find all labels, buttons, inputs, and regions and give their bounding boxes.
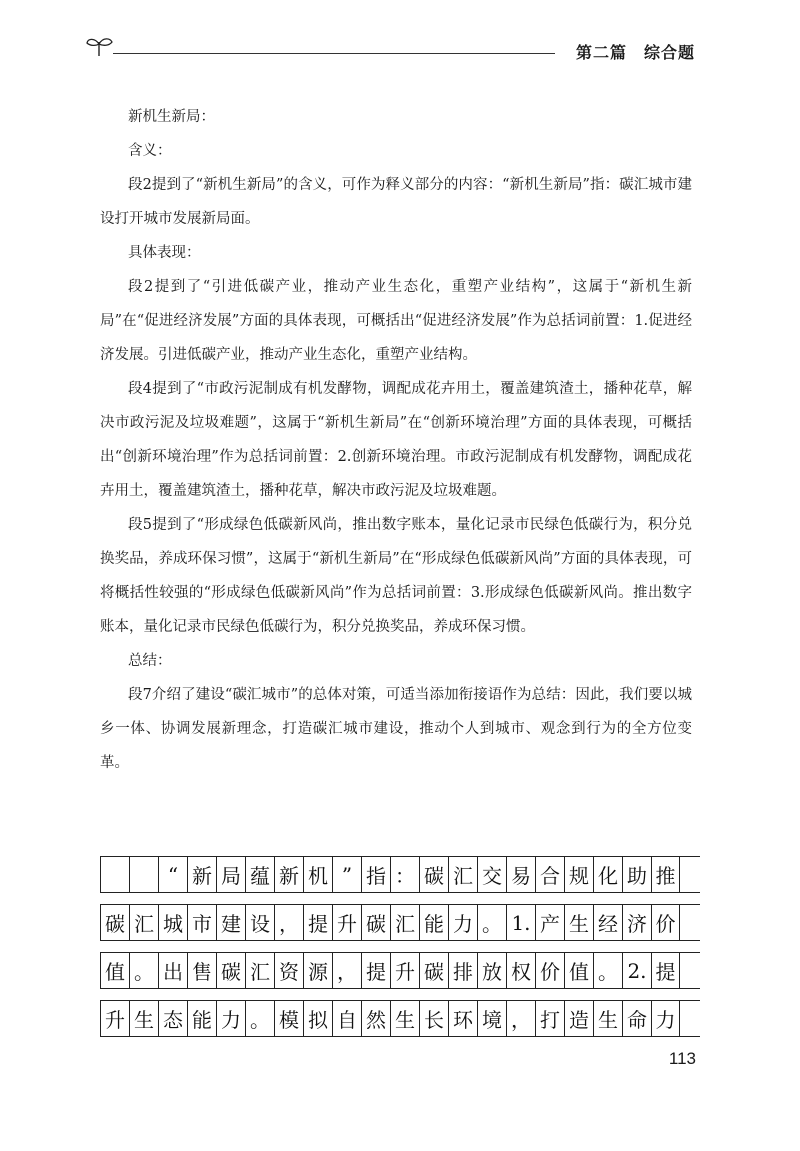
grid-cell: 碳 bbox=[100, 905, 129, 940]
grid-cell: 化 bbox=[593, 857, 622, 892]
grid-cell: ， bbox=[506, 1001, 535, 1036]
grid-cell: 能 bbox=[187, 1001, 216, 1036]
grid-cell: 出 bbox=[158, 953, 187, 988]
grid-cell: 命 bbox=[622, 1001, 651, 1036]
grid-cell: 蕴 bbox=[245, 857, 274, 892]
grid-cell: 力 bbox=[448, 905, 477, 940]
paragraph: 总结： bbox=[128, 653, 172, 669]
paragraph: 段2提到了“新机生新局”的含义，可作为释义部分的内容：“新机生新局”指：碳汇城市建设打开城市发展新局面。 bbox=[100, 177, 692, 227]
grid-cell: 济 bbox=[622, 905, 651, 940]
grid-cell: 售 bbox=[187, 953, 216, 988]
grid-cell: 升 bbox=[332, 905, 361, 940]
grid-cell: 长 bbox=[419, 1001, 448, 1036]
grid-cell: 权 bbox=[506, 953, 535, 988]
header-rule bbox=[113, 53, 555, 54]
grid-cell: 生 bbox=[593, 1001, 622, 1036]
grid-cell: 境 bbox=[477, 1001, 506, 1036]
grid-cell: 城 bbox=[158, 905, 187, 940]
grid-cell: 易 bbox=[506, 857, 535, 892]
grid-cell: 值 bbox=[564, 953, 593, 988]
grid-cell: 2. bbox=[622, 953, 651, 988]
grid-cell: 汇 bbox=[390, 905, 419, 940]
grid-cell: 环 bbox=[448, 1001, 477, 1036]
grid-cell: 。 bbox=[245, 1001, 274, 1036]
grid-cell: 源 bbox=[303, 953, 332, 988]
grid-cell: 价 bbox=[651, 905, 680, 940]
grid-cell: 。 bbox=[593, 953, 622, 988]
page-number: 113 bbox=[668, 1049, 696, 1068]
grid-cell: 提 bbox=[651, 953, 680, 988]
grid-cell: 资 bbox=[274, 953, 303, 988]
grid-cell: 态 bbox=[158, 1001, 187, 1036]
grid-cell: 1. bbox=[506, 905, 535, 940]
paragraph: 段7介绍了建设“碳汇城市”的总体对策，可适当添加衔接语作为总结：因此，我们要以城乡一体、协调发展新理念，打造碳汇城市建设，推动个人到城市、观念到行为的全方位变革。 bbox=[100, 687, 692, 771]
grid-cell: 合 bbox=[535, 857, 564, 892]
grid-cell: 推 bbox=[651, 857, 680, 892]
grid-cell: 自 bbox=[332, 1001, 361, 1036]
grid-cell: 能 bbox=[419, 905, 448, 940]
paragraph: 段5提到了“形成绿色低碳新风尚，推出数字账本，量化记录市民绿色低碳行为，积分兑换奖品，养成环保习惯”，这属于“新机生新局”在“形成绿色低碳新风尚”方面的具体表现，可将概括性较强的“形成绿色低碳新风尚”作为总括词前置：3.形成绿色低碳新风尚。推出数字账本，量化记录市民绿色低碳行为，积分兑换奖品，养成环保习惯。 bbox=[100, 517, 692, 635]
grid-cell: 经 bbox=[593, 905, 622, 940]
grid-cell: 提 bbox=[361, 953, 390, 988]
grid-cell: 交 bbox=[477, 857, 506, 892]
paragraph: 具体表现： bbox=[128, 245, 201, 261]
grid-cell: 指 bbox=[361, 857, 390, 892]
grid-cell: ， bbox=[332, 953, 361, 988]
grid-cell: 生 bbox=[390, 1001, 419, 1036]
grid-cell: 升 bbox=[390, 953, 419, 988]
grid-cell: 然 bbox=[361, 1001, 390, 1036]
grid-cell: 汇 bbox=[245, 953, 274, 988]
grid-cell bbox=[100, 857, 129, 892]
grid-cell: 力 bbox=[651, 1001, 680, 1036]
grid-cell: 新 bbox=[187, 857, 216, 892]
grid-cell bbox=[129, 857, 158, 892]
grid-cell: 汇 bbox=[448, 857, 477, 892]
grid-cell: 机 bbox=[303, 857, 332, 892]
grid-cell: ” bbox=[332, 857, 361, 892]
grid-cell: 规 bbox=[564, 857, 593, 892]
paragraph: 含义： bbox=[128, 143, 172, 159]
grid-cell: 放 bbox=[477, 953, 506, 988]
grid-row bbox=[100, 1000, 700, 1037]
paragraph: 段4提到了“市政污泥制成有机发酵物，调配成花卉用土，覆盖建筑渣土，播种花草，解决市政污泥及垃圾难题”，这属于“新机生新局”在“创新环境治理”方面的具体表现，可概括出“创新环境治理”作为总括词前置：2.创新环境治理。市政污泥制成有机发酵物，调配成花卉用土，覆盖建筑渣土，播种花草，解决市政污泥及垃圾难题。 bbox=[100, 381, 692, 499]
grid-cell: 助 bbox=[622, 857, 651, 892]
grid-cell: 汇 bbox=[129, 905, 158, 940]
grid-cell: 排 bbox=[448, 953, 477, 988]
grid-cell: 生 bbox=[129, 1001, 158, 1036]
grid-cell: 拟 bbox=[303, 1001, 332, 1036]
grid-cell: 生 bbox=[564, 905, 593, 940]
grid-cell: 建 bbox=[216, 905, 245, 940]
grid-cell: 碳 bbox=[361, 905, 390, 940]
grid-cell: 设 bbox=[245, 905, 274, 940]
page-header bbox=[85, 30, 695, 70]
paragraph: 新机生新局： bbox=[128, 109, 215, 125]
grid-cell: 市 bbox=[187, 905, 216, 940]
grid-cell: 产 bbox=[535, 905, 564, 940]
grid-cell: 碳 bbox=[419, 953, 448, 988]
grid-cell: 造 bbox=[564, 1001, 593, 1036]
header-title: 第二篇 综合题 bbox=[575, 43, 695, 62]
sprout-icon bbox=[85, 34, 115, 58]
grid-cell: ： bbox=[390, 857, 419, 892]
grid-row bbox=[100, 952, 700, 989]
grid-cell: 局 bbox=[216, 857, 245, 892]
grid-cell: “ bbox=[158, 857, 187, 892]
answer-explanation bbox=[100, 100, 692, 780]
grid-row bbox=[100, 904, 700, 941]
paragraph: 段2提到了“引进低碳产业，推动产业生态化，重塑产业结构”，这属于“新机生新局”在“促进经济发展”方面的具体表现，可概括出“促进经济发展”作为总括词前置：1.促进经济发展。引进低碳产业，推动产业生态化，重塑产业结构。 bbox=[100, 279, 692, 363]
grid-cell: 模 bbox=[274, 1001, 303, 1036]
grid-cell: ， bbox=[274, 905, 303, 940]
grid-cell: 。 bbox=[129, 953, 158, 988]
grid-cell: 价 bbox=[535, 953, 564, 988]
grid-cell: 。 bbox=[477, 905, 506, 940]
grid-cell: 升 bbox=[100, 1001, 129, 1036]
grid-cell: 打 bbox=[535, 1001, 564, 1036]
grid-cell: 力 bbox=[216, 1001, 245, 1036]
grid-cell: 碳 bbox=[419, 857, 448, 892]
grid-cell: 提 bbox=[303, 905, 332, 940]
answer-grid bbox=[100, 856, 700, 1048]
grid-cell: 值 bbox=[100, 953, 129, 988]
grid-row bbox=[100, 856, 700, 893]
grid-cell: 新 bbox=[274, 857, 303, 892]
grid-cell: 碳 bbox=[216, 953, 245, 988]
